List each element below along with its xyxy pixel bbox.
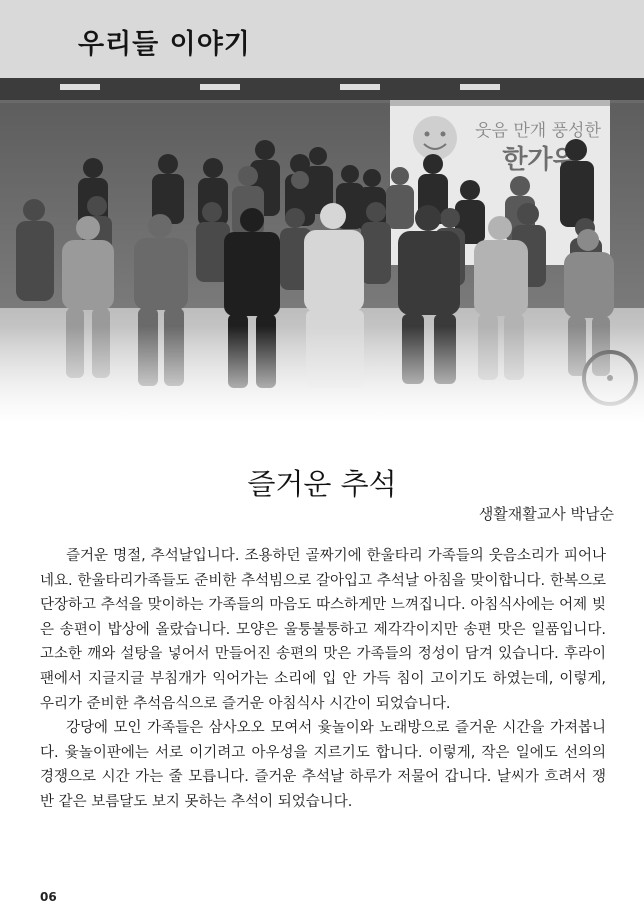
article-title: 즐거운 추석 [247, 467, 397, 501]
article-body [40, 544, 606, 815]
page-number: 06 [40, 890, 57, 904]
article-paragraph: 강당에 모인 가족들은 삼사오오 모여서 윷놀이와 노래방으로 즐거운 시간을 가져봅니다. 윷놀이판에는 서로 이기려고 아우성을 지르기도 합니다. 이렇게, 작은 일에도 선의의 경쟁으로 시간 가는 줄 모릅니다. 즐거운 추석날 하루가 저물어 갑니다. 날씨가 흐려서 쟁반 같은 보름달도 보지 못하는 추석이 되었습니다. [40, 720, 606, 810]
group-photo [0, 78, 644, 423]
section-title: 우리들 이야기 [78, 29, 251, 60]
article-byline: 생활재활교사 박남순 [478, 505, 614, 523]
article-paragraph: 즐거운 명절, 추석날입니다. 조용하던 골짜기에 한울타리 가족들의 웃음소리가 피어나네요. 한울타리가족들도 준비한 추석빔으로 갈아입고 추석날 아침을 맞이합니다. 한복으로 단장하고 추석을 맞이하는 가족들의 마음도 따스하게만 느껴집니다. 아침식사에는 어제 빚은 송편이 밥상에 올랐습니다. 모양은 울퉁불퉁하고 제각각이지만 송편 맛은 일품입니다. 고소한 깨와 설탕을 넣어서 만들어진 송편의 맛은 가족들의 정성이 담겨 있습니다. 후라이팬에서 지글지글 부침개가 익어가는 소리에 입 안 가득 침이 고이기도 하였는데, 이렇게, 우리가 준비한 추석음식으로 즐거운 아침식사 시간이 되었습니다. [40, 548, 606, 712]
header-band [0, 0, 644, 78]
